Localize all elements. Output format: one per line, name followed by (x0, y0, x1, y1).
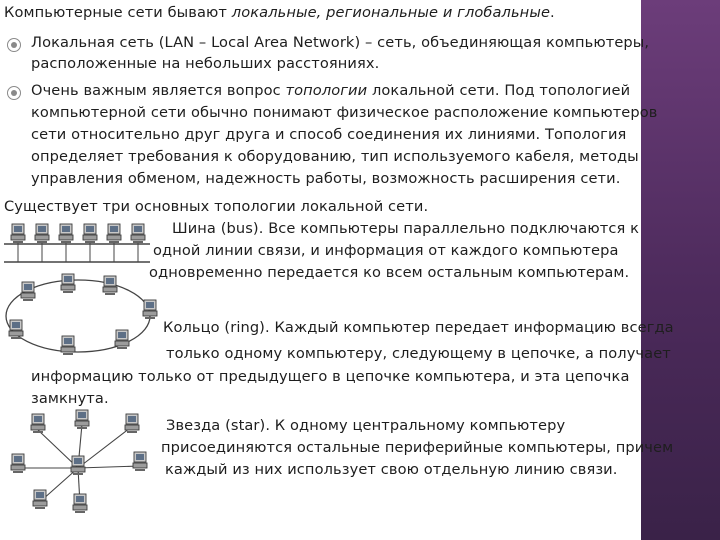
star-link-line (78, 466, 140, 468)
computer-icon (33, 490, 47, 509)
bus-line-3: одновременно передается ко всем остальным компьютерам. (149, 264, 630, 281)
computer-icon (59, 224, 73, 243)
ring-line-2: только одному компьютеру, следующему в цепочке, а получает (166, 345, 671, 362)
topology-paragraph-line-5: управления обменом, надежность работы, возможность расширения сети. (31, 170, 621, 187)
star-link-line (78, 428, 130, 468)
computer-icon (71, 456, 85, 475)
ring-line-1: Кольцо (ring). Каждый компьютер передает информацию всегда (163, 319, 674, 336)
intro-line: Компьютерные сети бывают локальные, региональные и глобальные. (4, 4, 555, 21)
computer-icon (131, 224, 145, 243)
computer-icon (115, 330, 129, 349)
computer-icon (103, 276, 117, 295)
computer-icon (125, 414, 139, 433)
star-topology-diagram (0, 408, 165, 518)
lan-definition-line-1: Локальная сеть (LAN – Local Area Network) – сеть, объединяющая компьютеры, (31, 34, 650, 51)
computer-icon (107, 224, 121, 243)
computer-icon (31, 414, 45, 433)
computer-icon (83, 224, 97, 243)
bullet-icon (7, 86, 21, 100)
computer-icon (61, 274, 75, 293)
decorative-side-bar (641, 0, 720, 540)
ring-topology-diagram (0, 268, 175, 368)
star-line-2: присоединяются остальные периферийные компьютеры, причем (161, 439, 674, 456)
computer-icon (143, 300, 157, 319)
topologies-intro: Существует три основных топологии локальной сети. (4, 198, 429, 215)
computer-icon (9, 320, 23, 339)
topology-paragraph-line-3: сети относительно друг друга и способ соединения их линиями. Топология (31, 126, 627, 143)
computer-icon (35, 224, 49, 243)
topology-paragraph-line-2: компьютерной сети обычно понимают физическое расположение компьютеров (31, 104, 658, 121)
ring-line-4: замкнута. (31, 390, 109, 407)
topology-paragraph-line-1: Очень важным является вопрос топологии локальной сети. Под топологией (31, 82, 631, 99)
star-line-3: каждый из них использует свою отдельную линию связи. (165, 461, 618, 478)
computer-icon (61, 336, 75, 355)
topology-paragraph-line-4: определяет требования к оборудованию, тип используемого кабеля, методы (31, 148, 639, 165)
computer-icon (21, 282, 35, 301)
bus-line-2: одной линии связи, и информация от каждого компьютера (153, 242, 619, 259)
computer-icon (133, 452, 147, 471)
computer-icon (73, 494, 87, 513)
star-line-1: Звезда (star). К одному центральному компьютеру (166, 417, 566, 434)
lan-definition-line-2: расположенные на небольших расстояниях. (31, 55, 380, 72)
ring-line-3: информацию только от предыдущего в цепочке компьютера, и эта цепочка (31, 368, 630, 385)
computer-icon (75, 410, 89, 429)
bullet-icon (7, 38, 21, 52)
star-link-line (42, 468, 78, 500)
bus-line-1: Шина (bus). Все компьютеры параллельно подключаются к (172, 220, 639, 237)
computer-icon (11, 454, 25, 473)
computer-icon (11, 224, 25, 243)
bus-topology-diagram (0, 218, 170, 268)
